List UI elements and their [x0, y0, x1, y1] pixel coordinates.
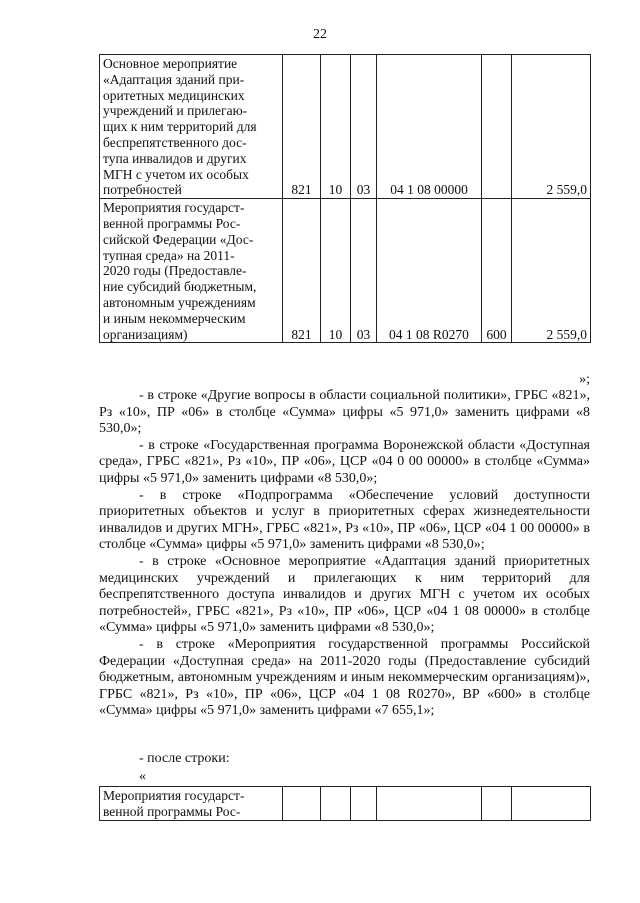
description-line: ние субсидий бюджетным,: [103, 279, 257, 295]
description-line: потребностей: [103, 182, 182, 198]
vr-cell: [482, 787, 512, 821]
csr-cell: 04 1 08 00000: [377, 55, 482, 199]
sum-cell: [512, 787, 591, 821]
pr-cell: 03: [351, 55, 377, 199]
row-description: [100, 55, 283, 199]
budget-table-bottom: [99, 786, 591, 821]
amendment-paragraph: - в строке «Другие вопросы в области социальной политики», ГРБС «821», Рз «10», ПР «06» в столбце «Сумма» цифры «5 971,0» заменить цифрами «8 530,0»;: [99, 388, 590, 437]
table-row: [100, 787, 591, 821]
amendment-paragraphs: [99, 388, 590, 720]
amendment-paragraph: - в строке «Основное мероприятие «Адаптация зданий приоритетных медицинских учреждений и прилегающих к ним территорий для беспрепятственного доступа инвалидов и других МГН с учетом их особых потребностей», ГРБС «821», Рз «10», ПР «06», ЦСР «04 1 08 00000» в столбце «Сумма» цифры «5 971,0» заменить цифрами «8 530,0»;: [99, 553, 590, 636]
table-row: [100, 55, 591, 199]
vr-cell: 600: [482, 199, 512, 343]
budget-table-top: [99, 54, 591, 343]
after-line-text: - после строки:: [139, 751, 230, 766]
amendment-paragraph: - в строке «Мероприятия государственной программы Российской Федерации «Доступная среда» на 2011-2020 годы (Предоставление субсидий бюджетным, автономным учреждениям и иным некоммерческим организациям)», ГРБС «821», Рз «10», ПР «06», ЦСР «04 1 08 R0270», ВР «600» в столбце «Сумма» цифры «5 971,0» заменить цифрами «7 655,1»;: [99, 636, 590, 719]
row-description: [100, 199, 283, 343]
grbs-cell: 821: [283, 55, 321, 199]
description-line: Мероприятия государст-: [103, 788, 245, 803]
grbs-cell: [283, 787, 321, 821]
description-line: Основное мероприятие: [103, 56, 238, 71]
description-line: тупа инвалидов и других: [103, 150, 247, 166]
description-line: учреждений и прилегаю-: [103, 103, 248, 119]
description-line: щих к ним территорий для: [103, 119, 257, 135]
description-line: беспрепятственного дос-: [103, 134, 247, 150]
pr-cell: 03: [351, 199, 377, 343]
row-description: [100, 787, 283, 821]
rz-cell: [321, 787, 351, 821]
sum-cell: 2 559,0: [512, 199, 591, 343]
page-number: 22: [313, 27, 327, 42]
sum-cell: 2 559,0: [512, 55, 591, 199]
description-line: и иным некоммерческим: [103, 310, 246, 326]
rz-cell: 10: [321, 199, 351, 343]
rz-cell: 10: [321, 55, 351, 199]
description-line: оритетных медицинских: [103, 87, 245, 103]
csr-cell: [377, 787, 482, 821]
grbs-cell: 821: [283, 199, 321, 343]
description-line: МГН с учетом их особых: [103, 166, 249, 182]
closing-quote: »;: [579, 372, 590, 387]
pr-cell: [351, 787, 377, 821]
table-row: [100, 199, 591, 343]
amendment-paragraph: - в строке «Государственная программа Воронежской области «Доступная среда», ГРБС «821», Рз «10», ПР «06», ЦСР «04 0 00 00000» в столбце «Сумма» цифры «5 971,0» заменить цифрами «8 530,0»;: [99, 437, 590, 486]
description-line: автономным учреждениям: [103, 294, 256, 310]
csr-cell: 04 1 08 R0270: [377, 199, 482, 343]
description-line: Мероприятия государст-: [103, 200, 245, 216]
description-line: 2020 годы (Предоставле-: [103, 263, 247, 279]
description-line: сийской Федерации «Дос-: [103, 231, 254, 247]
description-line: венной программы Рос-: [103, 803, 241, 819]
description-line: организациям): [103, 326, 188, 342]
open-quote: «: [139, 769, 146, 784]
description-line: тупная среда» на 2011-: [103, 247, 235, 263]
description-line: венной программы Рос-: [103, 215, 241, 231]
amendment-paragraph: - в строке «Подпрограмма «Обеспечение условий доступности приоритетных объектов и услуг в приоритетных сферах жизнедеятельности инвалидов и других МГН», ГРБС «821», Рз «10», ПР «06», ЦСР «04 1 00 00000» в столбце «Сумма» цифры «5 971,0» заменить цифрами «8 530,0»;: [99, 487, 590, 553]
vr-cell: [482, 55, 512, 199]
description-line: «Адаптация зданий при-: [103, 71, 245, 87]
